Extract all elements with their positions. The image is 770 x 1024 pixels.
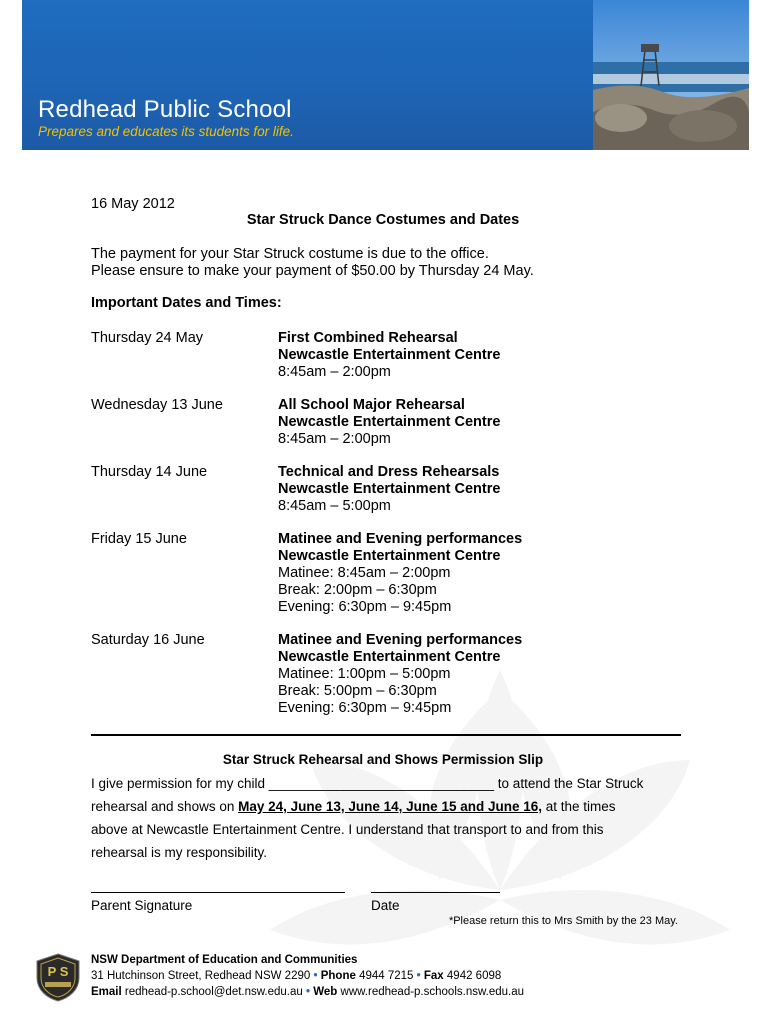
footer-web-line (91, 984, 524, 1000)
footer-fax-label: Fax (423, 970, 444, 982)
signature-line[interactable] (91, 892, 345, 893)
beach-photo (593, 0, 749, 150)
school-name: Redhead Public School (38, 96, 292, 123)
schedule-time: 8:45am – 2:00pm (278, 364, 391, 380)
footer-email-link[interactable]: redhead-p.school@det.nsw.edu.au (124, 986, 303, 998)
schedule-venue: Newcastle Entertainment Centre (278, 548, 501, 564)
schedule-day: Wednesday 13 June (91, 397, 223, 413)
slip-line-transport: rehearsal is my responsibility. (91, 845, 268, 860)
date-label: Date (371, 898, 400, 913)
footer-separator: • (416, 970, 421, 982)
letter-title: Star Struck Dance Costumes and Dates (246, 212, 520, 228)
schedule-time: Evening: 6:30pm – 9:45pm (278, 599, 452, 615)
return-note: *Please return this to Mrs Smith by the 23 May. (448, 915, 678, 927)
schedule-venue: Newcastle Entertainment Centre (278, 649, 501, 665)
footer-separator: • (306, 986, 311, 998)
letter-intro (91, 246, 534, 280)
intro-line: The payment for your Star Struck costume is due to the office. (91, 246, 489, 262)
schedule-venue: Newcastle Entertainment Centre (278, 347, 501, 363)
schedule-time: Matinee: 8:45am – 2:00pm (278, 565, 451, 581)
crest-initials: P S (47, 964, 69, 979)
footer-phone: 4944 7215 (359, 970, 414, 982)
date-line[interactable] (371, 892, 500, 893)
schedule-venue: Newcastle Entertainment Centre (278, 414, 501, 430)
header-banner (22, 0, 749, 150)
slip-text: rehearsal and shows on (91, 799, 239, 814)
footer (91, 952, 524, 1000)
schedule-time: Break: 5:00pm – 6:30pm (278, 683, 437, 699)
footer-email-label: Email (91, 986, 122, 998)
school-crest-icon (33, 952, 83, 1002)
slip-line-child: I give permission for my child ______________________________ to attend the Star Struck (91, 776, 644, 791)
footer-web-label: Web (313, 986, 338, 998)
schedule-time: 8:45am – 2:00pm (278, 431, 391, 447)
permission-slip-title: Star Struck Rehearsal and Shows Permission Slip (222, 752, 544, 767)
schedule-day: Thursday 14 June (91, 464, 208, 480)
schedule-time: Matinee: 1:00pm – 5:00pm (278, 666, 451, 682)
schedule-event: First Combined Rehearsal (278, 330, 458, 346)
letter-date: 16 May 2012 (91, 196, 175, 212)
signature-label: Parent Signature (91, 898, 193, 913)
slip-text: at the times (541, 799, 616, 814)
slip-line-dates (91, 799, 616, 814)
footer-web-link[interactable]: www.redhead-p.schools.nsw.edu.au (340, 986, 525, 998)
schedule-day: Friday 15 June (91, 531, 187, 547)
schedule-day: Saturday 16 June (91, 632, 205, 648)
intro-line: Please ensure to make your payment of $50.00 by Thursday 24 May. (91, 263, 534, 279)
schedule-venue: Newcastle Entertainment Centre (278, 481, 501, 497)
footer-separator: • (313, 970, 318, 982)
footer-fax: 4942 6098 (446, 970, 502, 982)
footer-address: 31 Hutchinson Street, Redhead NSW 2290 (91, 970, 311, 982)
schedule-event: All School Major Rehearsal (278, 397, 465, 413)
footer-phone-label: Phone (320, 970, 356, 982)
footer-contact-line (91, 968, 524, 984)
schedule-event: Matinee and Evening performances (278, 531, 523, 547)
schedule-time: Evening: 6:30pm – 9:45pm (278, 700, 452, 716)
schedule-event: Matinee and Evening performances (278, 632, 523, 648)
schedule-time: 8:45am – 5:00pm (278, 498, 391, 514)
slip-line-venue: above at Newcastle Entertainment Centre. I understand that transport to and from this (91, 822, 604, 837)
important-dates-heading: Important Dates and Times: (91, 295, 282, 311)
school-tagline: Prepares and educates its students for life. (38, 124, 294, 139)
schedule-time: Break: 2:00pm – 6:30pm (278, 582, 437, 598)
schedule-event: Technical and Dress Rehearsals (278, 464, 500, 480)
schedule-day: Thursday 24 May (91, 330, 204, 346)
footer-org: NSW Department of Education and Communities (91, 954, 358, 966)
section-divider (91, 734, 681, 736)
slip-dates: May 24, June 13, June 14, June 15 and June 16, (238, 799, 542, 814)
